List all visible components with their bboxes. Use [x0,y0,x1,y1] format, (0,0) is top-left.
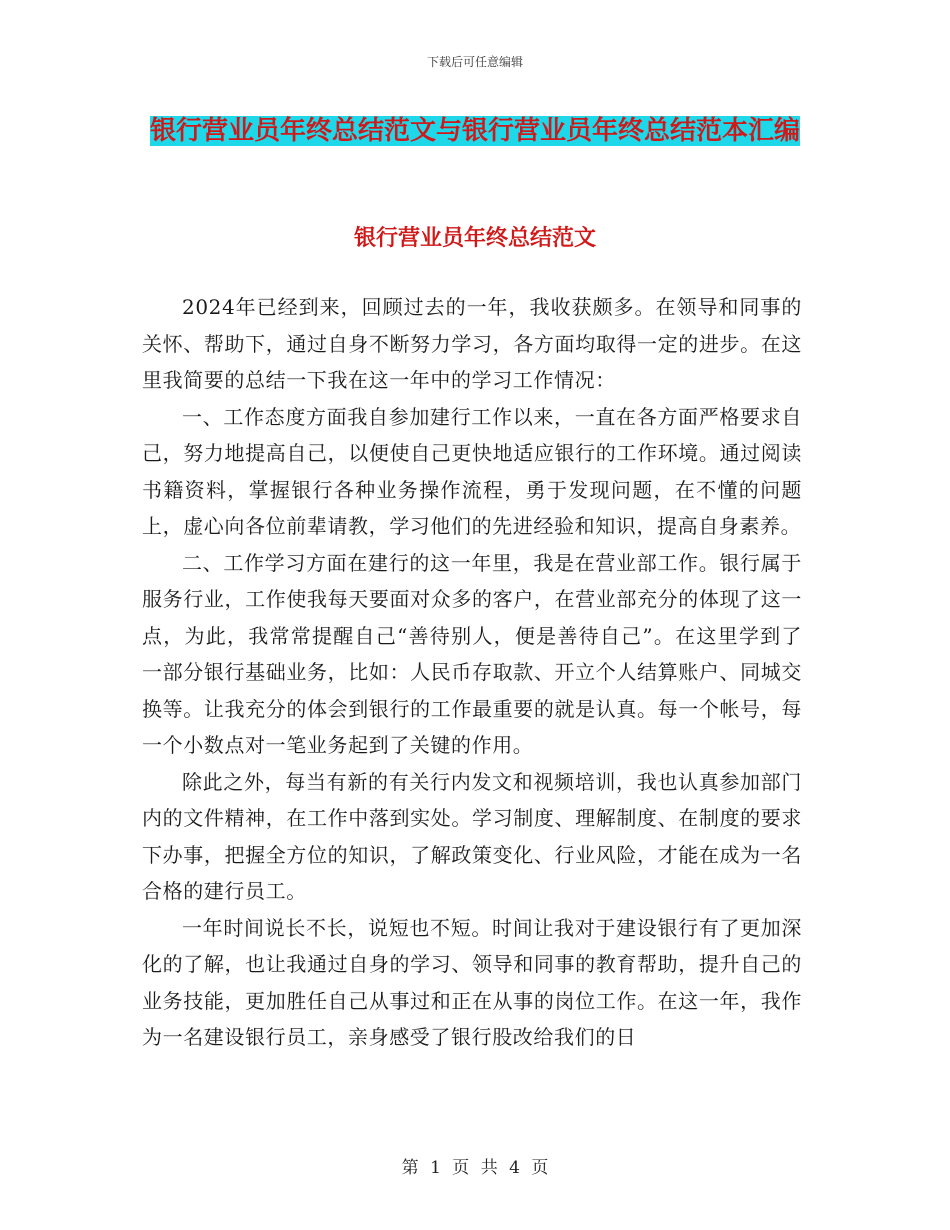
page-footer: 第 1 页 共 4 页 [401,1158,549,1178]
paragraph: 二、工作学习方面在建行的这一年里，我是在营业部工作。银行属于服务行业，工作使我每天要面对众多的客户，在营业部充分的体现了这一点，为此，我常常提醒自己“善待别人，便是善待自己”。在这里学到了一部分银行基础业务，比如：人民币存取款、开立个人结算账户、同城交换等。让我充分的体会到银行的工作最重要的就是认真。每一个帐号，每一个小数点对一笔业务起到了关键的作用。 [142,550,802,757]
paragraph: 一、工作态度方面我自参加建行工作以来，一直在各方面严格要求自己，努力地提高自己，以便使自己更快地适应银行的工作环境。通过阅读书籍资料，掌握银行各种业务操作流程，勇于发现问题，在不懂的问题上，虚心向各位前辈请教，学习他们的先进经验和知识，提高自身素养。 [142,404,802,538]
body-text [142,289,802,1056]
document-title-text: 银行营业员年终总结范文与银行营业员年终总结范本汇编 [150,116,801,146]
document-title [150,108,800,154]
paragraph: 一年时间说长不长，说短也不短。时间让我对于建设银行有了更加深化的了解，也让我通过自身的学习、领导和同事的教育帮助，提升自己的业务技能，更加胜任自己从事过和正在从事的岗位工作。在这一年，我作为一名建设银行员工，亲身感受了银行股改给我们的日 [142,915,802,1049]
paragraph: 除此之外，每当有新的有关行内发文和视频培训，我也认真参加部门内的文件精神，在工作中落到实处。学习制度、理解制度、在制度的要求下办事，把握全方位的知识，了解政策变化、行业风险，才能在成为一名合格的建行员工。 [142,769,802,903]
paragraph: 2024年已经到来，回顾过去的一年，我收获颇多。在领导和同事的关怀、帮助下，通过自身不断努力学习，各方面均取得一定的进步。在这里我简要的总结一下我在这一年中的学习工作情况： [142,295,802,392]
section-title: 银行营业员年终总结范文 [353,226,596,251]
page-header-note: 下载后可任意编辑 [426,55,523,69]
